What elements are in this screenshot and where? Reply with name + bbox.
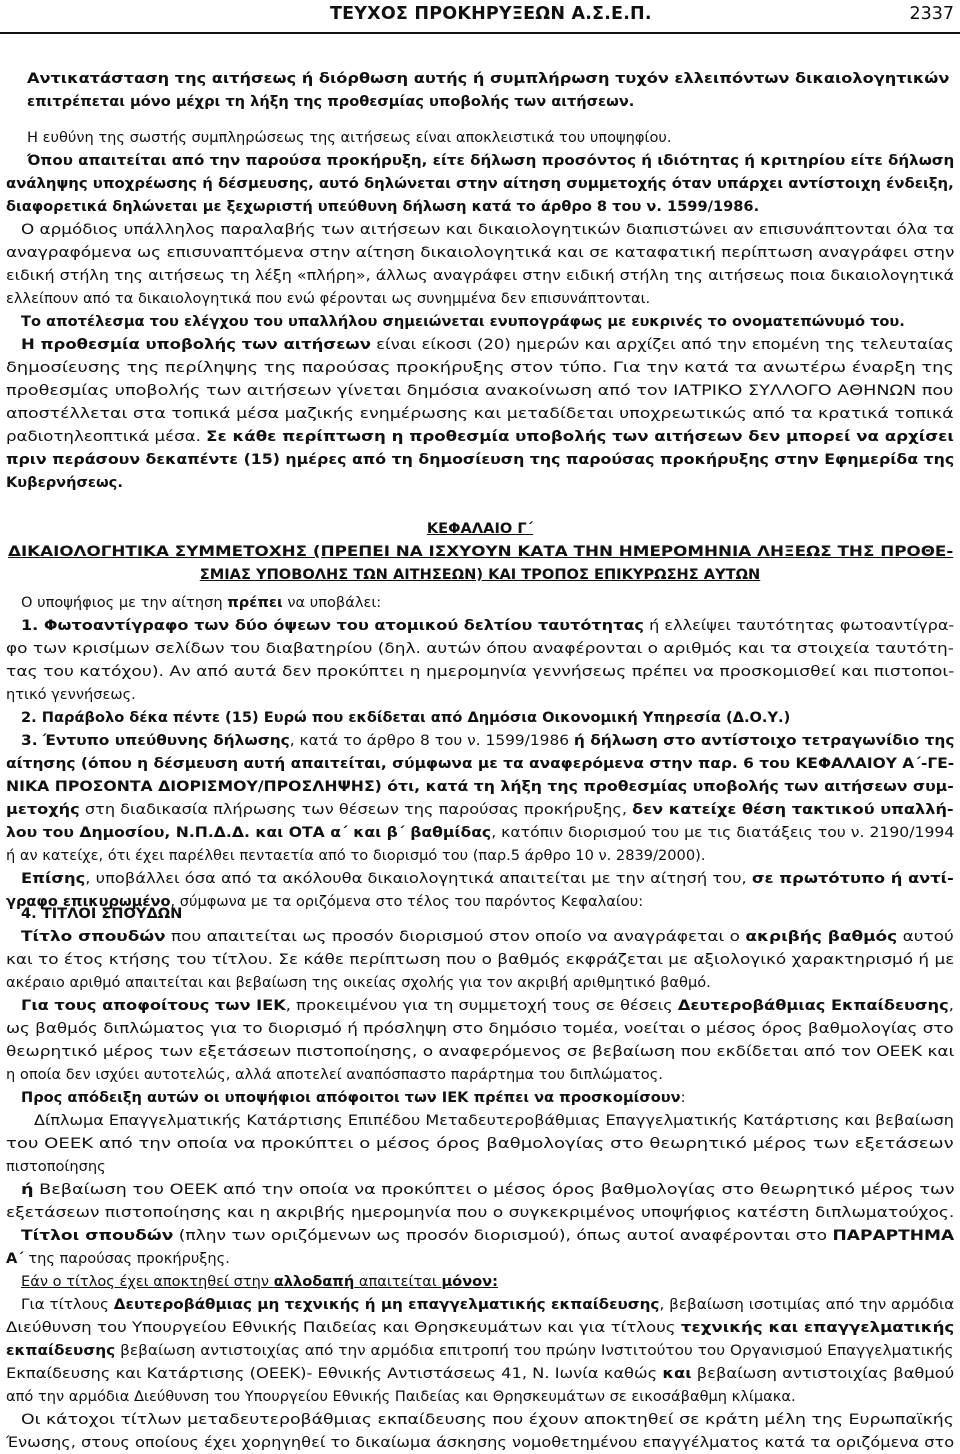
text-line	[27, 90, 956, 113]
text-line	[0, 563, 960, 586]
text-line	[6, 1385, 956, 1408]
text-line	[6, 402, 956, 425]
text-line	[6, 1316, 956, 1339]
text-run: Αντικατάσταση της αιτήσεως ή διόρθωση αυτής ή συμπλήρωση τυχόν ελλειπόντων δικαιολογητικών	[27, 70, 950, 87]
text-run: Το αποτέλεσμα του ελέγχου του υπαλλήλου σημειώνεται ενυπογράφως με ευκρινές το ονοματεπώνυμό του.	[21, 313, 905, 330]
text-run: Α΄	[6, 1250, 24, 1267]
text-line	[6, 844, 956, 867]
text-line	[21, 1178, 956, 1201]
text-line	[6, 660, 956, 683]
text-line	[21, 591, 956, 614]
text-run: αλλοδαπή	[273, 1273, 355, 1290]
text-line	[21, 1270, 956, 1293]
text-run: εξετάσεων πιστοποίησης και η ακριβής ημερομηνία που ο συγκεκριμένος υποψήφιος κατέστη διπλωματούχος.	[6, 1204, 955, 1221]
text-line	[27, 126, 956, 149]
text-run: ειδική στήλη της αιτήσεως τη λέξη «πλήρη», άλλως αναγράφει στην ειδική στήλη της αιτήσεως ποια δικαιολογητικά	[6, 267, 954, 284]
text-run: να υποβάλει:	[282, 594, 382, 611]
text-line	[21, 1086, 956, 1109]
text-run: που απαιτείται ως προσόν διορισμού στον οποίο να αναγράφεται ο	[165, 928, 746, 945]
text-run: η οποία δεν ισχύει αυτοτελώς, αλλά αποτελεί αναπόσπαστο παράρτημα του διπλώματος.	[6, 1066, 663, 1083]
text-line	[6, 241, 956, 264]
text-run: βεβαίωση αντιστοιχίας βαθμού	[691, 1365, 955, 1382]
text-run: επιτρέπεται μόνο μέχρι τη λήξη της προθεσμίας υποβολής των αιτήσεων.	[27, 93, 635, 110]
text-line	[21, 1224, 956, 1247]
text-run: ελλείπουν από τα δικαιολογητικά που ενώ φέρονται ως συνημμένα δεν επισυνάπτονται.	[6, 290, 651, 307]
text-run: μόνον:	[441, 1273, 498, 1290]
text-run: ή ελλείψει ταυτότητας φωτοαντίγρα-	[643, 617, 955, 634]
text-run: ή αν κατείχε, ότι έχει παρέλθει πενταετία από το διορισμό του (παρ.5 άρθρο 10 ν. 2839/2000).	[6, 847, 706, 864]
text-line	[6, 287, 956, 310]
text-line	[6, 1017, 956, 1040]
text-run: Προς απόδειξη αυτών οι υποψήφιοι απόφοιτοι των ΙΕΚ πρέπει να προσκομίσουν	[21, 1089, 681, 1106]
text-run: δεν κατείχε θέση τακτικού υπαλλή-	[632, 801, 954, 818]
text-run: θεωρητικό μέρος των εξετάσεων πιστοποίησης, ο αναφερόμενος σε βεβαίωση που εκδίδεται από τον ΟΕΕΚ και	[6, 1043, 955, 1060]
text-run: 3. Έντυπο υπεύθυνης δήλωσης	[21, 732, 290, 749]
text-line	[6, 1063, 956, 1086]
text-line	[8, 540, 956, 563]
text-line	[34, 1109, 956, 1132]
text-run: λου του Δημοσίου, Ν.Π.Δ.Δ. και ΟΤΑ α΄ και β΄ βαθμίδας	[6, 824, 492, 841]
text-run: ή	[21, 1181, 34, 1198]
text-line	[21, 994, 956, 1017]
text-run: του ΟΕΕΚ από την οποία να προκύπτει ο μέσος όρος βαθμολογίας στο θεωρητικό μέρος των εξετάσεων	[6, 1135, 954, 1152]
text-line	[27, 67, 956, 90]
text-run: σε πρωτότυπο ή αντί-	[751, 870, 954, 887]
text-run: ΣΜΙΑΣ ΥΠΟΒΟΛΗΣ ΤΩΝ ΑΙΤΗΣΕΩΝ) ΚΑΙ ΤΡΟΠΟΣ ΕΠΙΚΥΡΩΣΗΣ ΑΥΤΩΝ	[199, 566, 761, 583]
text-run: Για τους αποφοίτους των ΙΕΚ	[21, 997, 286, 1014]
page-number: 2337	[909, 4, 954, 24]
text-run: τας του κατόχου). Αν από αυτά δεν προκύπτει η ημερομηνία γεννήσεως πρέπει να προσκομισθεί και πιστοποι-	[6, 663, 955, 680]
text-line	[21, 729, 956, 752]
text-run: ΠΑΡΑΡΤΗΜΑ	[832, 1227, 955, 1244]
text-run: Η ευθύνη της σωστής συμπληρώσεως της αιτήσεως είναι αποκλειστικά του υποψηφίου.	[27, 129, 672, 146]
text-run: ανάληψης υποχρέωσης ή δέσμευσης, αυτό δηλώνεται στην αίτηση συμμετοχής όταν υπάρχει αντίστοιχη ένδειξη,	[6, 175, 954, 192]
text-run: πιστοποίησης	[6, 1158, 106, 1175]
text-line	[21, 902, 956, 925]
text-run: ακέραιο αριθμό απαιτείται και βεβαίωση της οικείας σχολής για τον ακριβή αριθμητικό βαθμό.	[6, 974, 711, 991]
text-run: (πλην των οριζόμενων ως προσόν διορισμού), όπως αυτοί αναφέρονται στο	[173, 1227, 833, 1244]
text-run: από την αρμόδια Διεύθυνση του Υπουργείου Εθνικής Παιδείας και Θρησκευμάτων σε εικοσάβαθμη κλίμακα.	[6, 1388, 796, 1405]
text-run: πριν περάσουν δεκαπέντε (15) ημέρες από τη δημοσίευση της παρούσας προκήρυξης στην Εφημερίδα της	[6, 451, 955, 468]
text-run: , βεβαίωση ισοτιμίας από την αρμόδια	[659, 1296, 955, 1313]
text-line	[6, 798, 956, 821]
text-run: ΔΙΚΑΙΟΛΟΓΗΤΙΚΑ ΣΥΜΜΕΤΟΧΗΣ (ΠΡΕΠΕΙ ΝΑ ΙΣΧΥΟΥΝ ΚΑΤΑ ΤΗΝ ΗΜΕΡΟΜΗΝΙΑ ΛΗΞΕΩΣ ΤΗΣ ΠΡΟΘΕ-	[8, 543, 954, 560]
text-run: Δευτεροβάθμιας Εκπαίδευσης	[677, 997, 949, 1014]
text-line	[6, 425, 956, 448]
text-run: είναι είκοσι (20) ημερών και αρχίζει από την επομένη της τελευταίας	[370, 336, 954, 353]
text-line	[6, 1132, 956, 1155]
text-line	[6, 775, 956, 798]
text-run: απαιτείται	[354, 1273, 442, 1290]
text-run: Δευτεροβάθμιας μη τεχνικής ή μη επαγγελματικής εκπαίδευσης	[113, 1296, 660, 1313]
text-run: Η	[21, 336, 41, 353]
text-line	[6, 637, 956, 660]
text-run: εκπαίδευσης	[6, 1342, 116, 1359]
text-line	[6, 172, 956, 195]
text-run: και το έτος κτήσης του τίτλου. Σε κάθε περίπτωση που ο βαθμός εκφράζεται με αξιολογικό χαρακτηρισμό ή με	[6, 951, 955, 968]
text-run: Ο υποψήφιος με την αίτηση	[21, 594, 228, 611]
page-header	[0, 4, 960, 28]
text-run: ,	[948, 997, 954, 1014]
text-line	[6, 1201, 956, 1224]
text-run: προθεσμία υποβολής των αιτήσεων	[40, 336, 371, 353]
text-run: μετοχής	[6, 801, 80, 818]
text-run: , σύμφωνα με τα οριζόμενα στο τέλος του παρόντος Κεφαλαίου:	[170, 893, 644, 910]
text-run: της παρούσας προκήρυξης.	[23, 1250, 230, 1267]
text-line	[6, 1155, 956, 1178]
header-rule	[0, 32, 960, 34]
text-run: γραφο επικυρωμένο	[6, 893, 171, 910]
text-run: ητικό γεννήσεως.	[6, 686, 136, 703]
text-line	[0, 517, 960, 540]
text-run: Ένωσης, στους οποίους έχει χορηγηθεί το δικαίωμα άσκησης νομοθετημένου επαγγέλματος κατά τα οριζόμενα στο	[6, 1434, 955, 1451]
text-line	[6, 1362, 956, 1385]
text-run: ΝΙΚΑ ΠΡΟΣΟΝΤΑ ΔΙΟΡΙΣΜΟΥ/ΠΡΟΣΛΗΨΗΣ) ότι, κατά τη λήξη της προθεσμίας υποβολής των αιτήσεων συμ-	[6, 778, 954, 795]
text-run: Για τίτλους	[21, 1296, 114, 1313]
text-run: Οι κάτοχοι τίτλων μεταδευτεροβάθμιας εκπαίδευσης που έχουν αποκτηθεί σε κράτη μέλη της Ευρωπαϊκής	[21, 1411, 954, 1428]
text-run: Βεβαίωση του ΟΕΕΚ από την οποία να προκύπτει ο μέσος όρος βαθμολογίας στο θεωρητικό μέρος των	[33, 1181, 955, 1198]
text-run: Επίσης	[21, 870, 86, 887]
text-run: Δίπλωμα Επαγγελματικής Κατάρτισης Επιπέδου Μεταδευτεροβάθμιας Επαγγελματικής Κατάρτισης και βεβαίωση	[34, 1112, 954, 1129]
text-run: Διεύθυνση του Υπουργείου Εθνικής Παιδείας και Θρησκευμάτων και για τίτλους	[6, 1319, 681, 1336]
text-run: προθεσμίας υποβολής των αιτήσεων γίνεται δημόσια ανακοίνωση από τον ΙΑΤΡΙΚΟ ΣΥΛΛΟΓΟ ΑΘΗΝΩΝ που	[6, 382, 954, 399]
text-run: διαφορετικά δηλώνεται με ξεχωριστή υπεύθυνη δήλωση κατά το άρθρο 8 του ν. 1599/1986.	[6, 198, 760, 215]
text-line	[21, 867, 956, 890]
text-run: Κυβερνήσεως.	[6, 474, 123, 491]
text-run: , προκειμένου για τη συμμετοχή τους σε θέσεις	[285, 997, 678, 1014]
text-run: ΚΕΦΑΛΑΙΟ Γ΄	[426, 520, 534, 537]
text-line	[21, 1408, 956, 1431]
text-run: ραδιοτηλεοπτικά μέσα.	[6, 428, 207, 445]
text-run: Όπου απαιτείται από την παρούσα προκήρυξη, είτε δήλωση προσόντος ή ιδιότητας ή κριτηρίου είτε δήλωση	[27, 152, 955, 169]
text-run: Σε κάθε περίπτωση η προθεσμία υποβολής των αιτήσεων δεν μπορεί να αρχίσει	[206, 428, 954, 445]
text-line	[21, 614, 956, 637]
text-line	[6, 264, 956, 287]
text-run: Τίτλο σπουδών	[21, 928, 166, 945]
text-line	[21, 706, 956, 729]
text-run: , κατά το άρθρο 8 του ν. 1599/1986	[289, 732, 574, 749]
text-line	[6, 821, 956, 844]
text-run: φο των κρισίμων σελίδων του διαβατηρίου (δηλ. αυτών όπου αναφέρονται ο αριθμός και τα στοιχεία ταυτότη-	[6, 640, 954, 657]
text-run: ακριβής βαθμός	[745, 928, 898, 945]
text-line	[6, 1431, 956, 1454]
text-line	[21, 310, 956, 333]
text-run: Ο αρμόδιος υπάλληλος παραλαβής των αιτήσεων και δικαιολογητικών διαπιστώνει αν επισυνάπτονται όλα τα	[21, 221, 955, 238]
text-run: ή δήλωση στο αντίστοιχο τετραγωνίδιο της	[573, 732, 955, 749]
text-line	[21, 218, 956, 241]
text-run: Τίτλοι σπουδών	[21, 1227, 174, 1244]
text-line	[6, 1247, 956, 1270]
text-line	[6, 448, 956, 471]
text-run: Εάν ο τίτλος έχει αποκτηθεί στην	[21, 1273, 274, 1290]
text-run: :	[680, 1089, 686, 1106]
text-line	[21, 333, 956, 356]
text-line	[6, 752, 956, 775]
text-run: ως βαθμός διπλώματος για το διορισμό ή πρόσληψη στο δημόσιο τομέα, νοείται ο μέσος όρος βαθμολογίας στο	[6, 1020, 954, 1037]
text-line	[6, 971, 956, 994]
text-run: 2. Παράβολο δέκα πέντε (15) Ευρώ που εκδίδεται από Δημόσια Οικονομική Υπηρεσία (Δ.Ο.Υ.)	[21, 709, 791, 726]
text-line	[6, 356, 956, 379]
text-line	[6, 683, 956, 706]
text-run: αποστέλλεται στα τοπικά μέσα μαζικής ενημέρωσης και μεταδίδεται υποχρεωτικώς από τα κρατικά τοπικά	[6, 405, 954, 422]
text-line	[6, 471, 956, 494]
text-run: Εκπαίδευσης και Κατάρτισης (ΟΕΕΚ)- Εθνικής Αντιστάσεως 41, Ν. Ιωνία καθώς	[6, 1365, 663, 1382]
text-line	[6, 195, 956, 218]
text-run: πρέπει	[227, 594, 283, 611]
text-run: αίτησης (όπου η δέσμευση αυτή απαιτείται, σύμφωνα με τα αναφερόμενα στην παρ. 6 του ΚΕΦΑΛΑΙΟΥ Α΄-ΓΕ-	[6, 755, 955, 772]
text-run: , κατόπιν διορισμού του με τις διατάξεις του ν. 2190/1994	[491, 824, 955, 841]
text-line	[6, 1040, 956, 1063]
text-run: Φωτοαντίγραφο των δύο όψεων του ατομικού δελτίου ταυτότητας	[43, 617, 644, 634]
text-run: στη διαδικασία πλήρωσης των θέσεων της παρούσας προκήρυξης,	[79, 801, 633, 818]
text-run: και	[662, 1365, 692, 1382]
text-run: τεχνικής και επαγγελματικής	[680, 1319, 955, 1336]
text-run: βεβαίωση αντιστοιχίας από την αρμόδια επιτροπή του πρώην Ινστιτούτου του Οργανισμού Επαγγελματικής	[115, 1342, 954, 1359]
text-line	[6, 1339, 956, 1362]
text-run: δημοσίευσης της περίληψης της παρούσας προκήρυξης στον τύπο. Για την κατά τα ανωτέρω έναρξη της	[6, 359, 954, 376]
text-line	[6, 379, 956, 402]
text-line	[6, 948, 956, 971]
text-line	[21, 925, 956, 948]
text-run: 1.	[21, 617, 44, 634]
text-run: , υποβάλλει όσα από τα ακόλουθα δικαιολογητικά απαιτείται με την αίτησή του,	[85, 870, 752, 887]
text-line	[27, 149, 956, 172]
text-line	[21, 1293, 956, 1316]
text-run: αυτού	[897, 928, 954, 945]
journal-title: ΤΕΥΧΟΣ ΠΡΟΚΗΡΥΞΕΩΝ Α.Σ.Ε.Π.	[330, 4, 652, 24]
text-run: αναγραφόμενα ως επισυναπτόμενα στην αίτηση δικαιολογητικά και σε καταφατική περίπτωση αναγράφει στην	[6, 244, 955, 261]
text-run: 4. ΤΙΤΛΟΙ ΣΠΟΥΔΩΝ	[21, 905, 183, 922]
